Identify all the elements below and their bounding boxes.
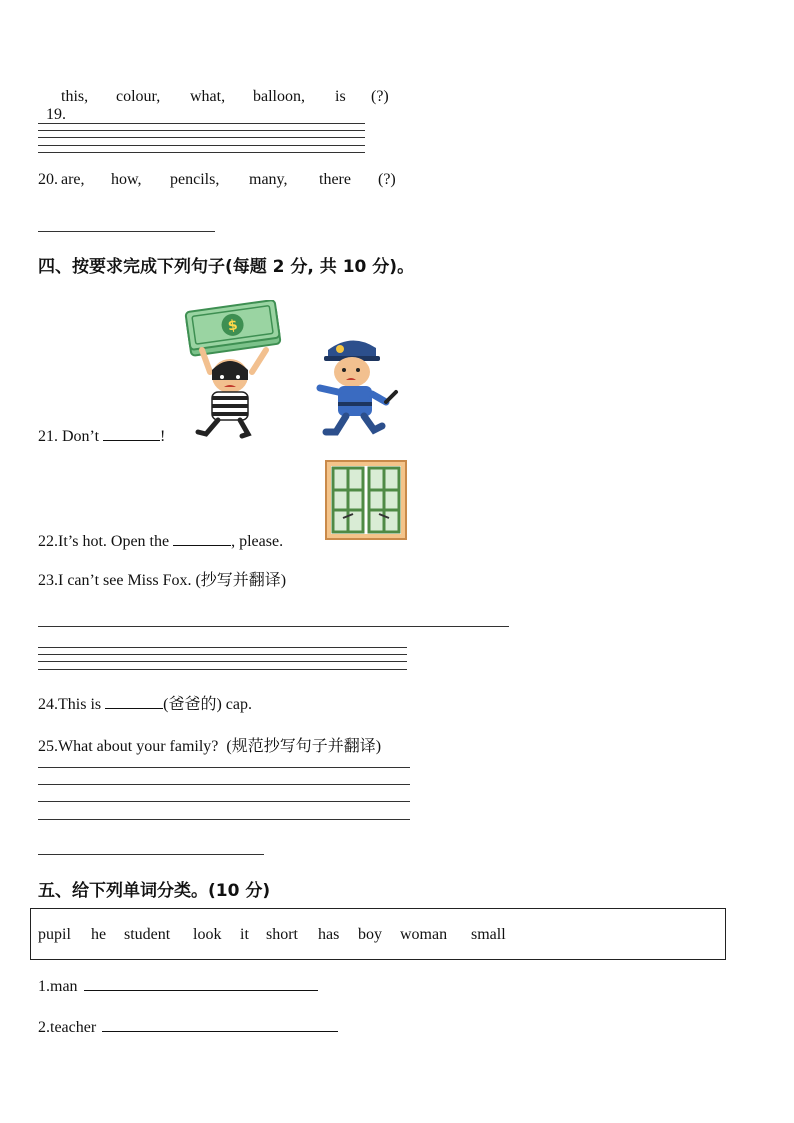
category-1-label: 1.man [38,978,78,995]
word-bank-item: small [471,926,506,943]
word-bank-box [30,908,726,960]
q22-line [38,529,283,551]
q19-answer-line-4[interactable] [38,145,365,146]
q25-answer-line-4[interactable] [38,819,410,820]
q21-blank[interactable] [103,424,160,441]
svg-text:$: $ [226,317,239,335]
q19-answer-line-1[interactable] [38,123,365,124]
word-bank-item: it [240,926,249,943]
q19-answer-line-2[interactable] [38,130,365,131]
q20-word-1: are, [61,171,85,188]
q21-line [38,424,165,446]
word-bank-item: has [318,926,340,943]
word-bank-item: short [266,926,298,943]
q19-word-3: what, [190,88,226,105]
section-5-title: 五、给下列单词分类。(10 分) [38,881,271,901]
word-bank-item: pupil [38,926,71,943]
q21-prefix: 21. Don’t [38,428,104,445]
q20-word-4: many, [249,171,288,188]
q24-blank[interactable] [105,692,163,709]
q22-prefix: 22.It’s hot. Open the [38,533,174,550]
category-2-blank[interactable] [102,1015,338,1032]
q23-answer-line-5[interactable] [38,669,407,670]
q21-suffix: ! [160,428,166,445]
category-2-label: 2.teacher [38,1019,97,1036]
q25-answer-line-2[interactable] [38,784,410,785]
q23-answer-line-2[interactable] [38,647,407,648]
category-1-blank[interactable] [84,974,318,991]
q19-word-2: colour, [116,88,161,105]
q24-line [38,691,252,714]
q24-suffix: (爸爸的) cap. [163,696,252,713]
q19-word-5: is [335,88,346,105]
section-4-title: 四、按要求完成下列句子(每题 2 分, 共 10 分)。 [38,257,415,277]
q24-prefix: 24.This is [38,696,106,713]
category-1 [38,974,318,996]
q25-answer-line-3[interactable] [38,801,410,802]
q25-answer-line-1[interactable] [38,767,410,768]
police-officer-icon [316,336,400,440]
q19-answer-line-3[interactable] [38,137,365,138]
category-2 [38,1015,338,1037]
q22-blank[interactable] [173,529,231,546]
q23-answer-line-3[interactable] [38,654,407,655]
q20-answer-line[interactable] [38,231,215,232]
word-bank-item: look [193,926,222,943]
q19-answer-line-5[interactable] [38,152,365,153]
word-bank-item: student [124,926,171,943]
q20-word-2: how, [111,171,142,188]
q25-text: 25.What about your family? (规范抄写句子并翻译) [38,738,382,755]
q20-number: 20. [38,171,58,188]
q20-word-6: (?) [378,171,396,188]
q19-number: 19. [46,106,66,123]
thief-with-money-icon [180,300,284,440]
q20-word-3: pencils, [170,171,220,188]
q19-word-4: balloon, [253,88,305,105]
q20-word-5: there [319,171,351,188]
q22-suffix: , please. [231,533,284,550]
q19-word-6: (?) [371,88,389,105]
window-icon [325,460,407,540]
word-bank-item: he [91,926,107,943]
q23-answer-line-1[interactable] [38,626,509,627]
q19-word-1: this, [61,88,89,105]
q23-text: 23.I can’t see Miss Fox. (抄写并翻译) [38,572,287,589]
word-bank-item: boy [358,926,382,943]
q25-answer-line-5[interactable] [38,854,264,855]
q23-answer-line-4[interactable] [38,661,407,662]
word-bank-item: woman [400,926,448,943]
